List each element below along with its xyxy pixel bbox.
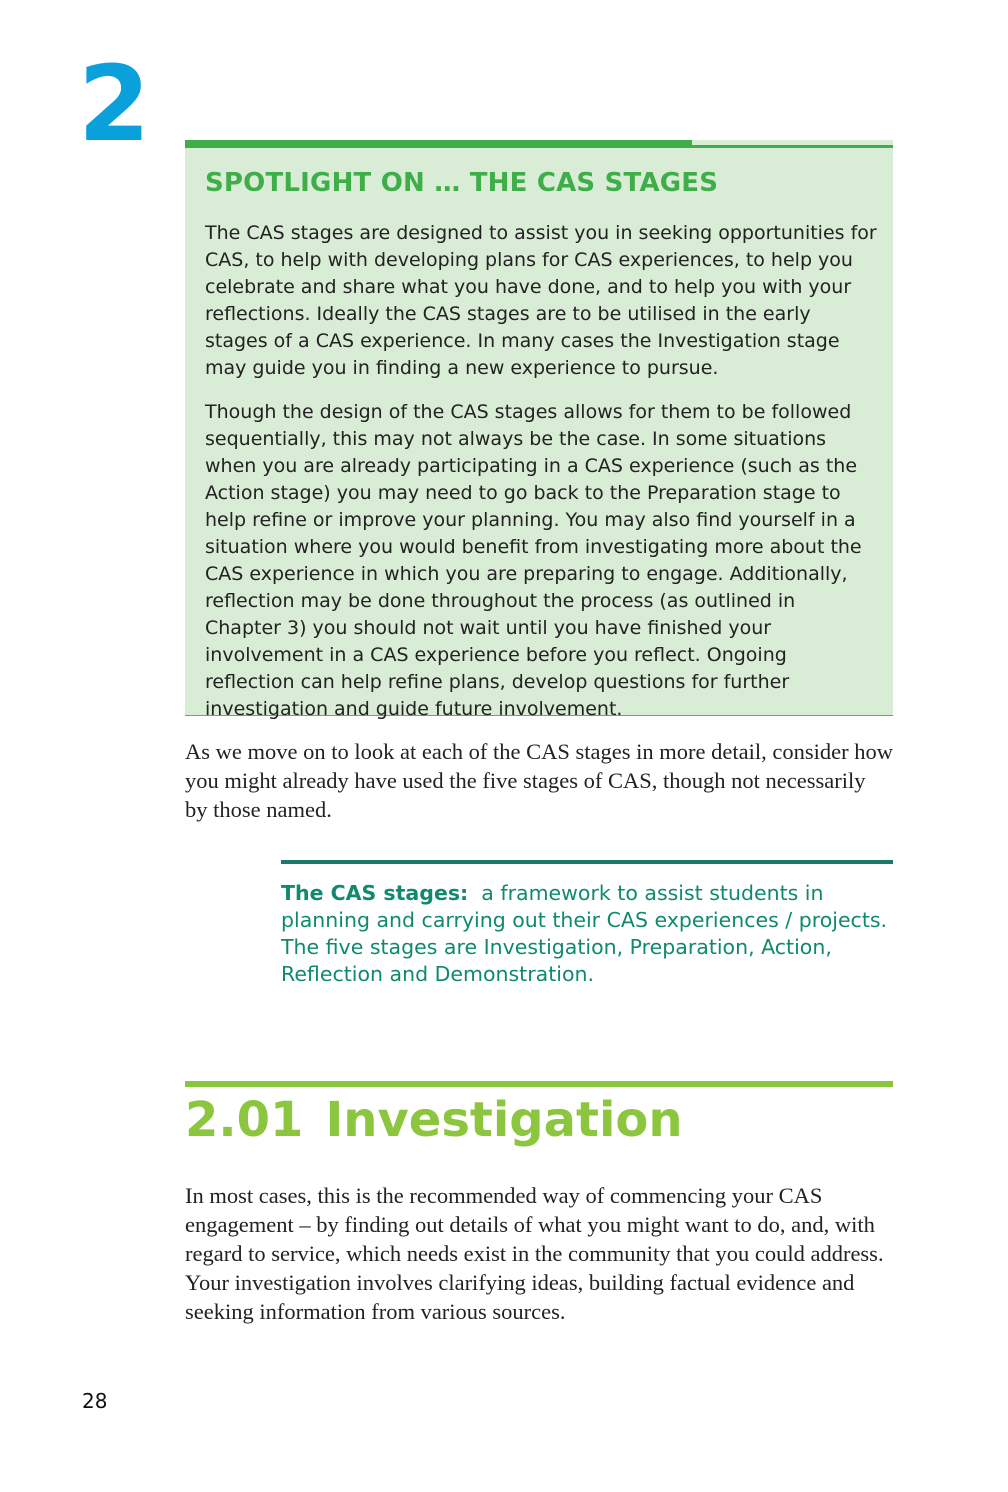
definition-term: The CAS stages: [281,881,469,905]
definition-body: a framework to assist students in planning and carrying out their CAS experiences / projects. The five stages are Investigation, Preparation, Action, Reflection and Demonstration. [281,881,888,986]
section-heading [185,1090,683,1150]
spotlight-paragraph: Though the design of the CAS stages allows for them to be followed sequentially, this may not always be the case. In some situations when you are already participating in a CAS experience (such as the Action stage) you may need to go back to the Preparation stage to help refine or improve your planning. You may also find yourself in a situation where you would benefit from investigating more about the CAS experience in which you are preparing to engage. Additionally, reflection may be done throughout the process (as outlined in Chapter 3) you should not wait until you have finished your involvement in a CAS experience before you reflect. Ongoing reflection can help refine plans, develop questions for further investigation and guide future involvement. [205,401,862,720]
definition-box [281,860,893,988]
section-rule [185,1081,893,1087]
spotlight-top-bar [185,140,692,148]
section-title: Investigation [325,1092,683,1148]
definition-text [281,864,893,988]
section-paragraph: In most cases, this is the recommended way of commencing your CAS engagement – by finding out details of what you might want to do, and, with regard to service, which needs exist in the community that you could address. Your investigation involves clarifying ideas, building factual evidence and seeking information from various sources. [185,1183,884,1324]
spotlight-paragraph: The CAS stages are designed to assist you in seeking opportunities for CAS, to help with developing plans for CAS experiences, to help you celebrate and share what you have done, and to help you with your reflections. Ideally the CAS stages are to be utilised in the early stages of a CAS experience. In many cases the Investigation stage may guide you in finding a new experience to pursue. [205,222,877,379]
spotlight-body [205,220,877,740]
page-number: 28 [82,1389,108,1413]
section-number: 2.01 [185,1092,304,1148]
spotlight-top-rule [692,145,893,148]
chapter-number: 2 [78,43,151,165]
spotlight-box [185,140,893,720]
intro-paragraph: As we move on to look at each of the CAS stages in more detail, consider how you might already have used the five stages of CAS, though not necessarily by those named. [185,739,893,822]
spotlight-title: SPOTLIGHT ON … THE CAS STAGES [205,168,719,198]
